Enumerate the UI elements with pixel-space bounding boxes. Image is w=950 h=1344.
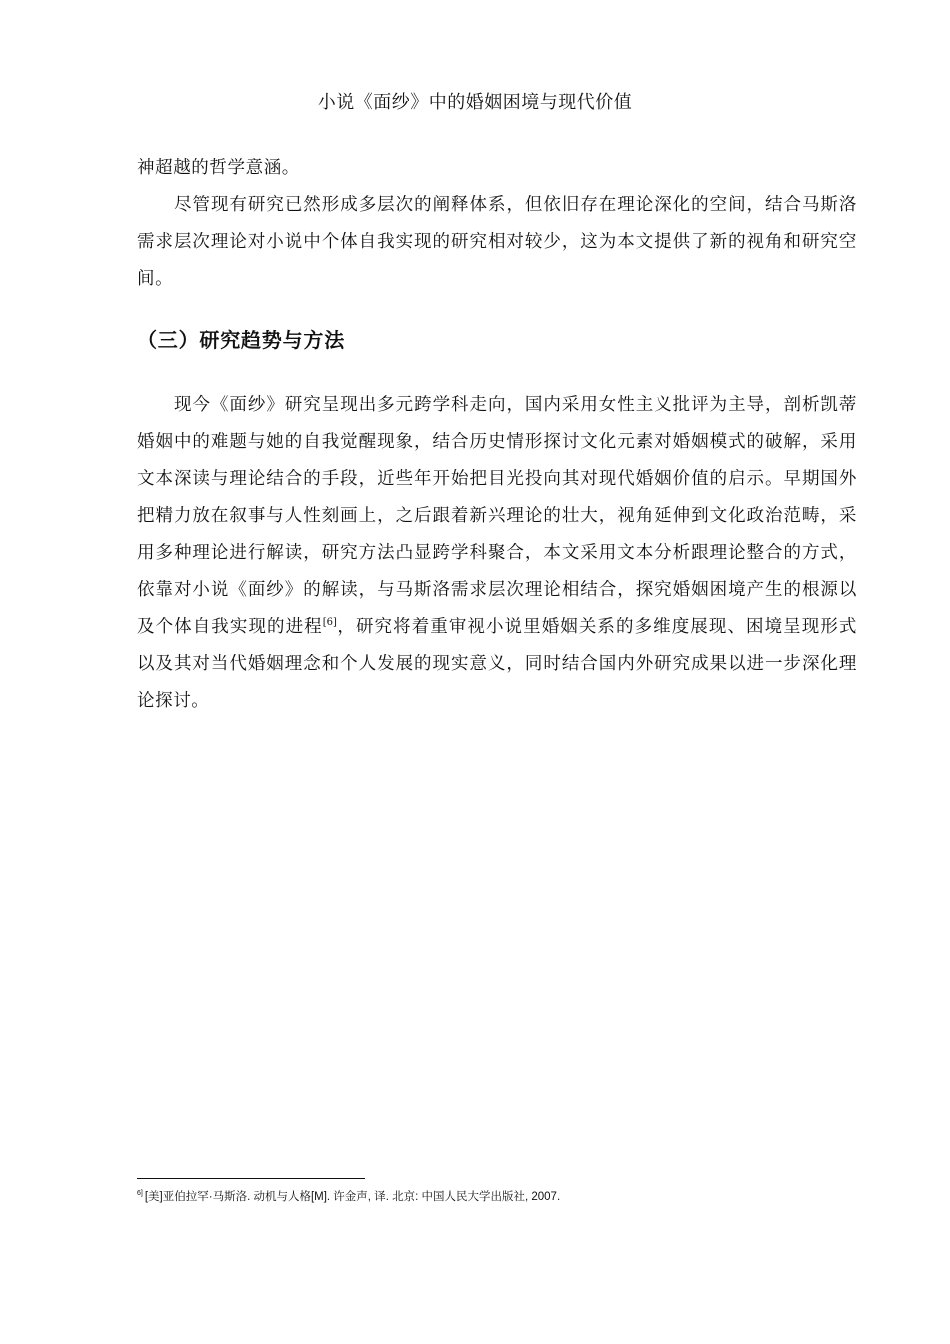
paragraph-text-before-citation: 现今《面纱》研究呈现出多元跨学科走向，国内采用女性主义批评为主导，剖析凯蒂婚姻中的难题与她的自我觉醒现象，结合历史情形探讨文化元素对婚姻模式的破解，采用文本深读与理论结合的手段，近些年开始把目光投向其对现代婚姻价值的启示。早期国外把精力放在叙事与人性刻画上，之后跟着新兴理论的壮大，视角延伸到文化政治范畴，采用多种理论进行解读，研究方法凸显跨学科聚合，本文采用文本分析跟理论整合的方式，依靠对小说《面纱》的解读，与马斯洛需求层次理论相结合，探究婚姻困境产生的根源以及个体自我实现的进程 [137,395,857,637]
section-heading: （三）研究趋势与方法 [137,328,345,352]
paragraph-trends-methods [137,387,857,720]
continuation-text: 神超越的哲学意涵。 [137,158,300,178]
footnote [137,1189,857,1205]
footnote-separator [137,1178,365,1179]
citation-marker[interactable]: [6] [322,617,337,629]
paragraph-research-gap: 尽管现有研究已然形成多层次的阐释体系，但依旧存在理论深化的空间，结合马斯洛需求层次理论对小说中个体自我实现的研究相对较少，这为本文提供了新的视角和研究空间。 [137,195,857,289]
paragraph-text-after-citation: ，研究将着重审视小说里婚姻关系的多维度展现、困境呈现形式以及其对当代婚姻理念和个人发展的现实意义，同时结合国内外研究成果以进一步深化理论探讨。 [137,617,857,711]
footnote-marker: 6] [137,1190,143,1198]
footnote-text: [美]亚伯拉罕·马斯洛. 动机与人格[M]. 许金声, 译. 北京: 中国人民大学出版社, 2007. [144,1191,561,1203]
running-header-title: 小说《面纱》中的婚姻困境与现代价值 [317,92,633,113]
